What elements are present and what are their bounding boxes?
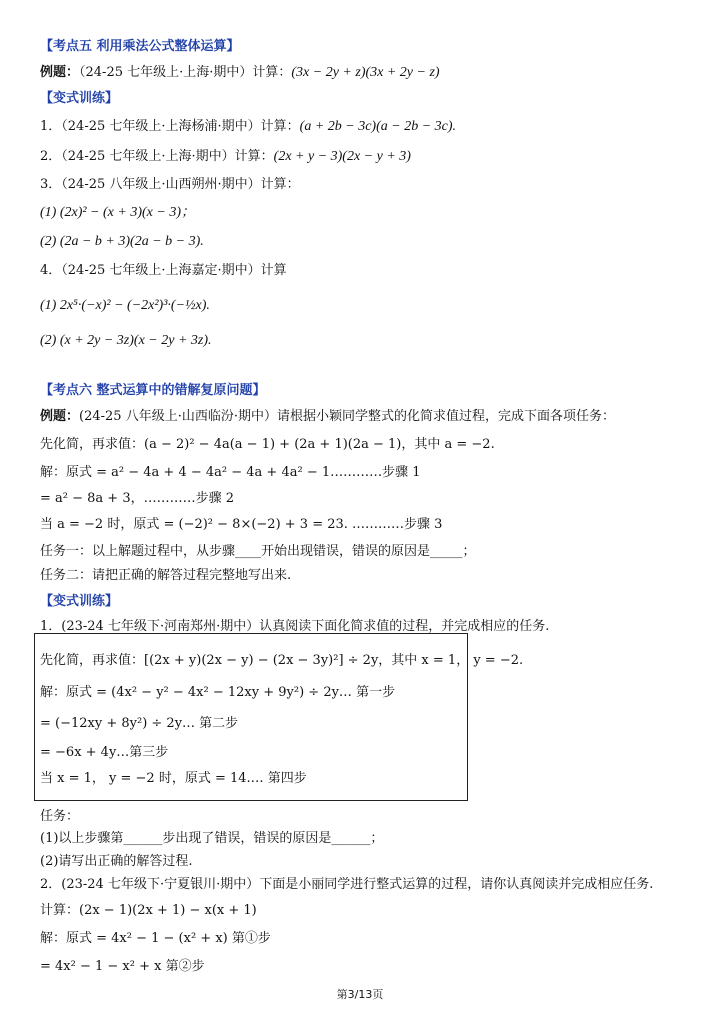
box-line-1: 先化简，再求值：[(2x + y)(2x − y) − (2x − 3y)²] ÷ 2y，其中 x = 1， y = −2. [40,653,524,668]
section-5-example [40,64,440,82]
question-text: 2．（24-25 七年级上·上海·期中）计算： [40,149,274,164]
example-text: （24-25 七年级上·上海·期中）计算： [79,65,292,80]
question-expression: (2x + y − 3)(2x − y + 3) [273,149,411,164]
section-5-question-2 [40,148,411,166]
question-2-step-1: 解：原式 = 4x² − 1 − (x² + x) 第①步 [40,931,271,946]
task-item-2: (2)请写出正确的解答过程. [40,854,193,869]
question-4-part-2: (2) (x + 2y − 3z)(x − 2y + 3z). [40,333,212,348]
question-2-step-2: = 4x² − 1 − x² + x 第②步 [40,959,205,974]
example-text: (24-25 八年级上·山西临汾·期中）请根据小颖同学整式的化简求值过程，完成下面各项任务： [79,409,615,424]
section-5-question-4: 4．（24-25 七年级上·上海嘉定·期中）计算 [40,263,287,278]
box-line-5: 当 x = 1， y = −2 时，原式 = 14.… 第四步 [40,771,307,786]
box-line-3: = (−12xy + 8y²) ÷ 2y… 第二步 [40,716,239,731]
question-expression: (a + 2b − 3c)(a − 2b − 3c). [299,119,457,134]
task-two: 任务二：请把正确的解答过程完整地写出来. [40,568,292,583]
section-6-title: 【考点六 整式运算中的错解复原问题】 [40,383,266,398]
section-6-question-1: 1．(23-24 七年级下·河南郑州·期中）认真阅读下面化简求值的过程，并完成相应的任务. [40,619,550,634]
box-line-4: = −6x + 4y…第三步 [40,745,169,760]
example-label: 例题： [40,65,80,80]
box-line-2: 解：原式 = (4x² − y² − 4x² − 12xy + 9y²) ÷ 2y… 第一步 [40,685,396,700]
task-label: 任务： [40,809,80,824]
section-5-question-3: 3．（24-25 八年级上·山西朔州·期中）计算： [40,177,300,192]
page-number: 第3/13页 [336,988,384,1001]
task-one: 任务一：以上解题过程中，从步骤____开始出现错误，错误的原因是_____； [40,544,476,559]
section-6-question-2: 2．(23-24 七年级下·宁夏银川·期中）下面是小丽同学进行整式运算的过程，请你认真阅读并完成相应任务. [40,877,654,892]
section-5-training-title: 【变式训练】 [40,91,119,106]
solution-step-3: 当 a = −2 时，原式 = (−2)² − 8×(−2) + 3 = 23. …………步骤 3 [40,517,443,532]
section-6-training-title: 【变式训练】 [40,594,119,609]
solution-step-2: = a² − 8a + 3，…………步骤 2 [40,491,234,506]
task-item-1: (1)以上步骤第______步出现了错误，错误的原因是______； [40,831,384,846]
question-3-part-1: (1) (2x)² − (x + 3)(x − 3)； [40,205,195,220]
question-3-part-2: (2) (2a − b + 3)(2a − b − 3). [40,234,204,249]
question-2-calc: 计算：(2x − 1)(2x + 1) − x(x + 1) [40,903,257,918]
section-5-question-1 [40,118,456,136]
example-label: 例题： [40,409,80,424]
question-4-part-1: (1) 2x⁵·(−x)² − (−2x²)³·(−½x). [40,298,210,313]
section-5-title: 【考点五 利用乘法公式整体运算】 [40,39,240,54]
example-prompt: 先化简，再求值：(a − 2)² − 4a(a − 1) + (2a + 1)(2a − 1)，其中 a = −2. [40,437,495,452]
section-6-example [40,408,615,426]
solution-step-1: 解：原式 = a² − 4a + 4 − 4a² − 4a + 4a² − 1…………步骤 1 [40,465,421,480]
example-expression: (3x − 2y + z)(3x + 2y − z) [291,65,440,80]
question-text: 1．（24-25 七年级上·上海杨浦·期中）计算： [40,119,300,134]
